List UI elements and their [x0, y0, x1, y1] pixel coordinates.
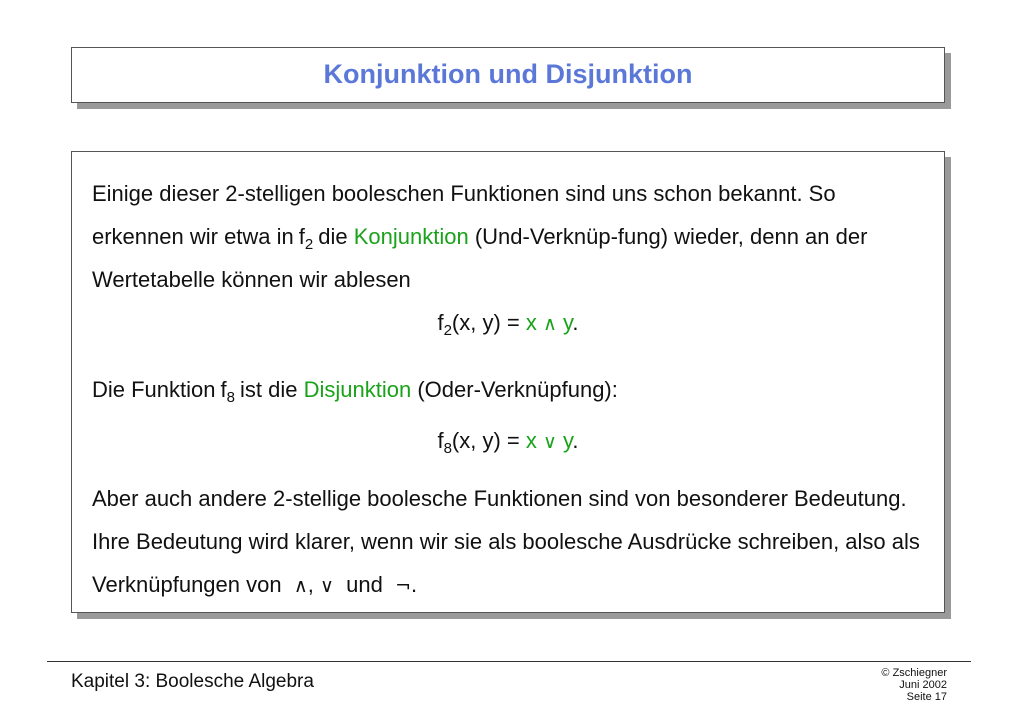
p3-und: und	[346, 572, 383, 597]
and-operator: ∧	[543, 313, 557, 335]
formula1-x: x	[525, 310, 537, 335]
p1-text-b: die	[318, 224, 348, 249]
formula1-base: f	[437, 310, 444, 335]
p3-and-operator: ∧	[293, 575, 308, 597]
p1-text-c: (Und-Verknüp-fung) wieder, denn an der Wertetabelle können wir ablesen	[92, 224, 868, 292]
content-box	[71, 151, 945, 613]
footer-divider	[47, 661, 971, 662]
footer-chapter: Kapitel 3: Boolesche Algebra	[71, 671, 314, 692]
p3-end: .	[411, 572, 418, 597]
p3-text-a: Aber auch andere 2-stellige boolesche Funktionen sind von besonderer Bedeutung. Ihre Bedeutung wird klarer, wenn wir sie als boolesche Ausdrücke schreiben, also als Verknüpfungen von	[92, 486, 920, 597]
konjunktion-term: Konjunktion	[353, 224, 469, 249]
disjunktion-term: Disjunktion	[303, 377, 412, 402]
p3-or-operator: ∨	[320, 575, 334, 597]
p2-text-a: Die Funktion	[92, 377, 216, 402]
formula-disjunktion	[72, 428, 944, 457]
formula-konjunktion	[72, 310, 944, 339]
p2-text-c: (Oder-Verknüpfung):	[417, 377, 618, 402]
formula1-sub: 2	[443, 322, 452, 339]
formula2-sub: 8	[443, 440, 452, 457]
p1-text-a: Einige dieser 2-stelligen booleschen Funktionen sind uns schon bekannt. So erkennen wir etwa in	[92, 181, 836, 249]
or-operator: ∨	[543, 431, 557, 453]
p1-function-base: f	[298, 224, 305, 249]
footer-meta	[881, 667, 947, 703]
formula1-y: y	[563, 310, 573, 335]
formula2-y: y	[563, 428, 573, 453]
formula2-end: .	[572, 428, 579, 453]
p2-function	[220, 377, 235, 406]
formula2-args: (x, y) =	[451, 428, 520, 453]
p2-text-b: ist die	[239, 377, 298, 402]
p2-function-sub: 8	[226, 389, 235, 406]
p1-function-sub: 2	[304, 236, 314, 253]
formula2-x: x	[525, 428, 537, 453]
footer-date: Juni 2002	[899, 679, 947, 691]
title-box	[71, 47, 945, 103]
formula1-args: (x, y) =	[451, 310, 520, 335]
paragraph-3	[92, 477, 932, 608]
formula1-end: .	[572, 310, 579, 335]
footer-copyright: © Zschiegner	[881, 667, 947, 679]
p2-function-base: f	[220, 377, 227, 402]
paragraph-2	[92, 368, 932, 411]
slide-title: Konjunktion und Disjunktion	[323, 59, 693, 89]
paragraph-1	[92, 172, 932, 301]
p3-comma: ,	[307, 572, 314, 597]
p1-function	[298, 224, 314, 253]
formula2-base: f	[437, 428, 444, 453]
p3-not-operator: ¬	[395, 575, 412, 597]
footer-page-number: Seite 17	[906, 691, 947, 703]
